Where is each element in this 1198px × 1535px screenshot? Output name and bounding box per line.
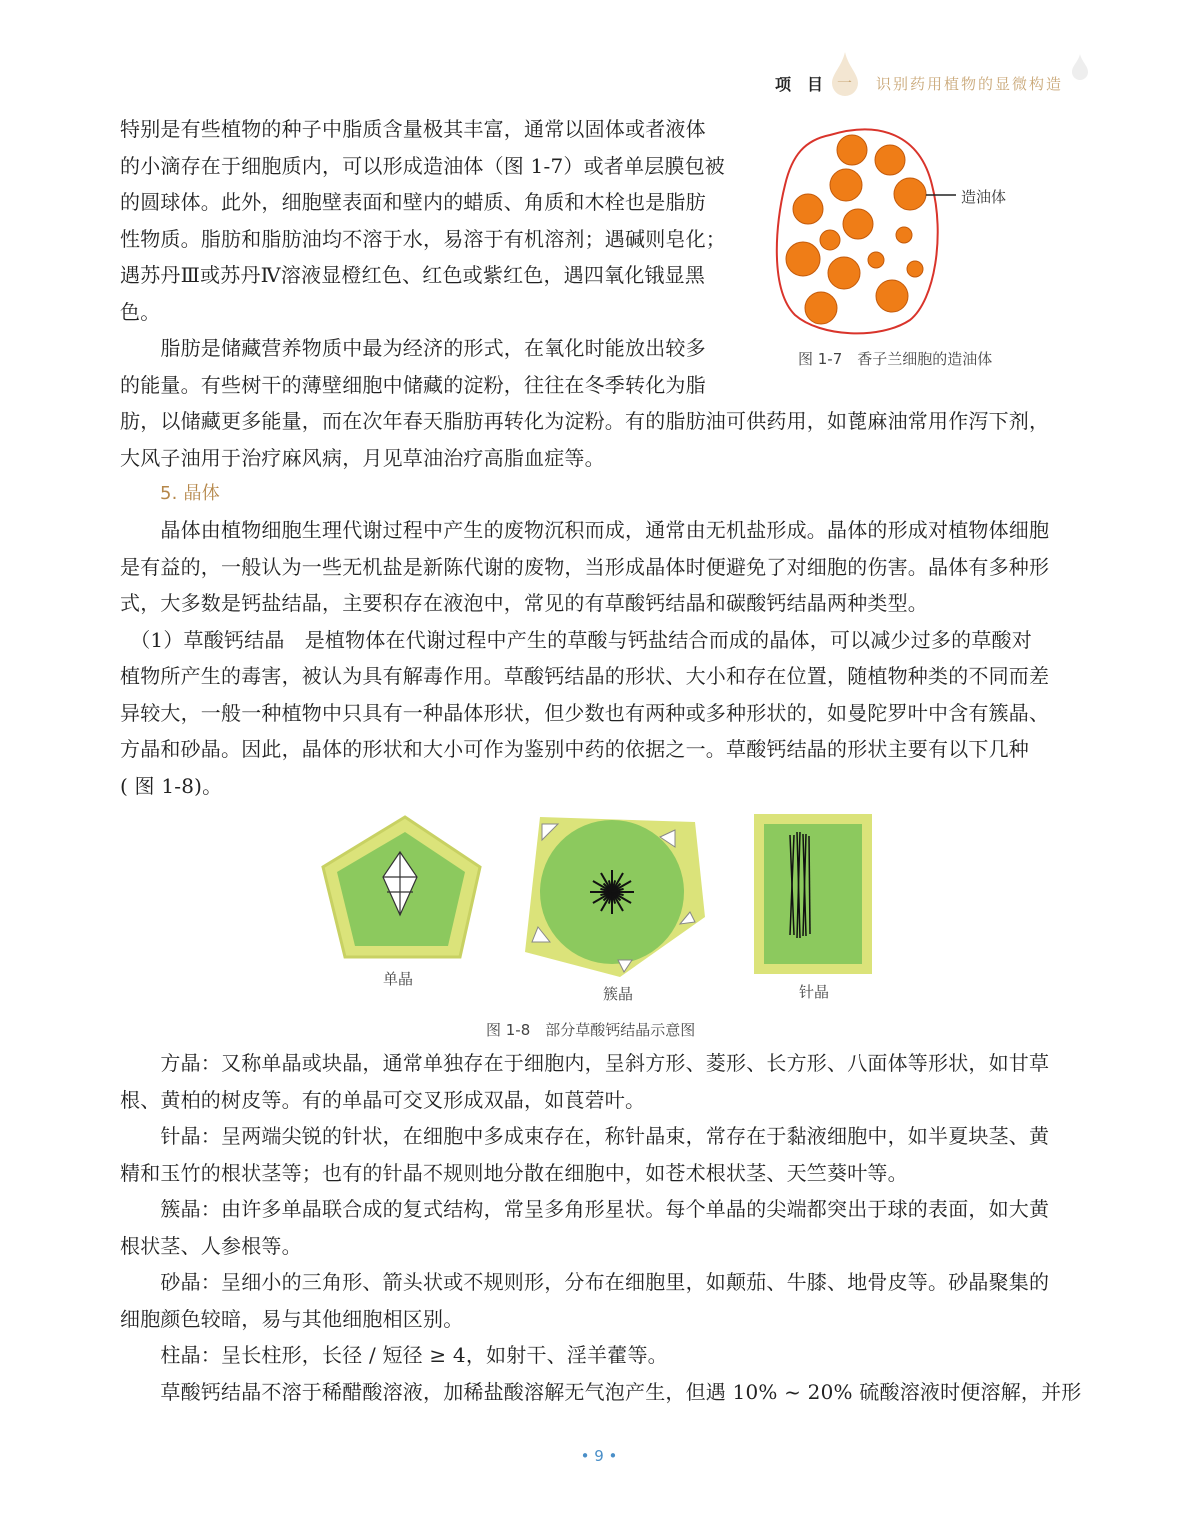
text-line: 色。 — [120, 299, 161, 324]
text-line: 方晶和砂晶。因此，晶体的形状和大小可作为鉴别中药的依据之一。草酸钙结晶的形状主要有以下几种 — [120, 737, 1029, 761]
text-line: 晶体由植物细胞生理代谢过程中产生的废物沉积而成，通常由无机盐形成。晶体的形成对植物体细胞 — [120, 518, 1050, 542]
text-line: 根、黄柏的树皮等。有的单晶可交叉形成双晶，如莨菪叶。 — [120, 1087, 646, 1112]
header-title: 识别药用植物的显微构造 — [876, 75, 1064, 93]
text-line: 式，大多数是钙盐结晶，主要积存在液泡中，常见的有草酸钙结晶和碳酸钙结晶两种类型。 — [120, 591, 928, 615]
text-line: 砂晶：呈细小的三角形、箭头状或不规则形，分布在细胞里，如颠茄、牛膝、地骨皮等。砂晶聚集的 — [120, 1270, 1050, 1294]
raphide-label: 针晶 — [799, 983, 830, 1001]
header-number: 一 — [837, 74, 853, 92]
text-line: 针晶：呈两端尖锐的针状，在细胞中多成束存在，称针晶束，常存在于黏液细胞中，如半夏块茎、黄 — [120, 1124, 1050, 1148]
druse-label: 簇晶 — [603, 985, 634, 1003]
text-line: 的圆球体。此外，细胞壁表面和壁内的蜡质、角质和木栓也是脂肪 — [120, 190, 706, 214]
text-line: 精和玉竹的根状茎等；也有的针晶不规则地分散在细胞中，如苍术根状茎、天竺葵叶等。 — [120, 1160, 908, 1185]
text-line: 性物质。脂肪和脂肪油均不溶于水，易溶于有机溶剂；遇碱则皂化； — [120, 226, 726, 251]
section-heading-crystals: 5. 晶体 — [160, 483, 220, 504]
figure-1-7-caption: 图 1-7 香子兰细胞的造油体 — [798, 350, 993, 368]
text-line: 大风子油用于治疗麻风病，月见草油治疗高脂血症等。 — [120, 445, 605, 470]
text-line: 根状茎、人参根等。 — [120, 1233, 302, 1258]
text-line: 细胞颜色较暗，易与其他细胞相区别。 — [120, 1306, 464, 1331]
text-line: 柱晶：呈长柱形，长径 / 短径 ≥ 4，如射干、淫羊藿等。 — [120, 1343, 668, 1367]
oil-body-label: 造油体 — [961, 188, 1007, 206]
figure-1-8-caption: 图 1-8 部分草酸钙结晶示意图 — [486, 1021, 696, 1039]
druse-crystal-cell — [520, 812, 708, 980]
text-line: （1）草酸钙结晶 是植物体在代谢过程中产生的草酸与钙盐结合而成的晶体，可以减少过多的草酸对 — [120, 627, 1032, 652]
text-line: ( 图 1-8)。 — [120, 773, 223, 798]
prismatic-crystal-cell — [320, 812, 486, 964]
text-line: 肪，以储藏更多能量，而在次年春天脂肪再转化为淀粉。有的脂肪油可供药用，如蓖麻油常用作泻下剂， — [120, 409, 1050, 433]
droplet-icon — [1072, 54, 1088, 80]
text-line: 的能量。有些树干的薄壁细胞中储藏的淀粉，往往在冬季转化为脂 — [120, 372, 706, 397]
text-line: 脂肪是储藏营养物质中最为经济的形式，在氧化时能放出较多 — [120, 336, 706, 360]
oil-body-cell-illustration — [770, 125, 1010, 340]
text-line: 特别是有些植物的种子中脂质含量极其丰富，通常以固体或者液体 — [120, 117, 706, 141]
text-line: 方晶：又称单晶或块晶，通常单独存在于细胞内，呈斜方形、菱形、长方形、八面体等形状，如甘草 — [120, 1051, 1050, 1075]
raphide-crystal-cell — [750, 810, 878, 978]
text-line: 遇苏丹Ⅲ或苏丹Ⅳ溶液显橙红色、红色或紫红色，遇四氧化锇显黑 — [120, 263, 706, 287]
text-line: 是有益的，一般认为一些无机盐是新陈代谢的废物，当形成晶体时便避免了对细胞的伤害。晶体有多种形 — [120, 554, 1050, 579]
text-line: 异较大，一般一种植物中只具有一种晶体形状，但少数也有两种或多种形状的，如曼陀罗叶中含有簇晶、 — [120, 700, 1050, 725]
text-line: 草酸钙结晶不溶于稀醋酸溶液，加稀盐酸溶解无气泡产生，但遇 10% ~ 20% 硫酸溶液时便溶解，并形 — [120, 1379, 1082, 1404]
text-line: 簇晶：由许多单晶联合成的复式结构，常呈多角形星状。每个单晶的尖端都突出于球的表面，如大黄 — [120, 1197, 1050, 1221]
header-project: 项 目 — [775, 75, 824, 94]
prismatic-crystal-label: 单晶 — [383, 970, 414, 988]
text-line: 植物所产生的毒害，被认为具有解毒作用。草酸钙结晶的形状、大小和存在位置，随植物种类的不同而差 — [120, 664, 1050, 688]
page-number-value: 9 — [594, 1447, 604, 1465]
page-number: • 9 • — [580, 1447, 618, 1465]
text-line: 的小滴存在于细胞质内，可以形成造油体（图 1-7）或者单层膜包被 — [120, 153, 725, 178]
